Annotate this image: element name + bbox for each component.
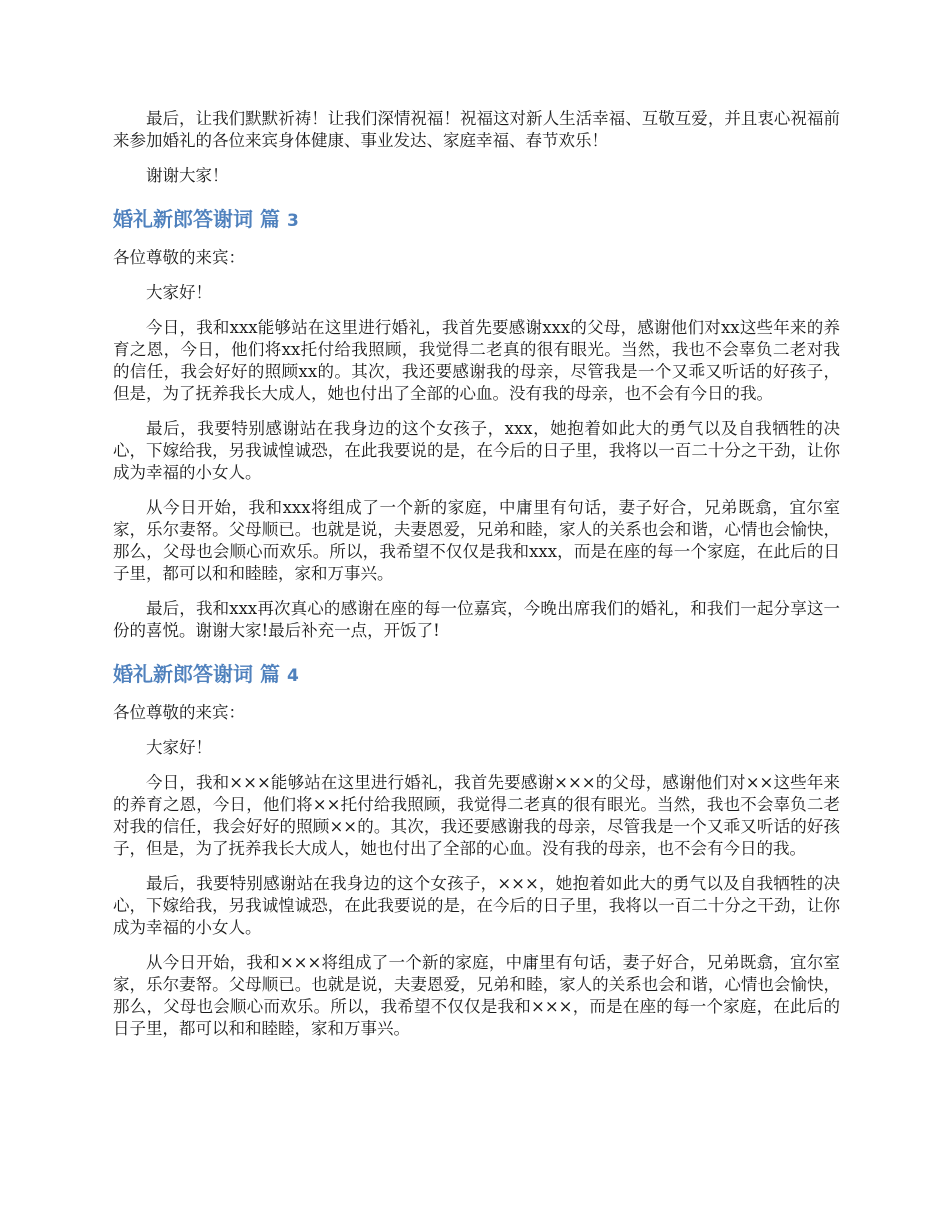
document-page [113, 108, 840, 1053]
section-3-label: 篇 [259, 207, 280, 231]
section-3-paragraph: 最后，我要特别感谢站在我身边的这个女孩子，xxx，她抱着如此大的勇气以及自我牺牲的决心，下嫁给我，另我诚惶诚恐，在此我要说的是，在今后的日子里，我将以一百二十分之干劲，让你成为幸福的小女人。 [113, 419, 840, 482]
thanks-paragraph: 谢谢大家！ [146, 166, 229, 185]
section-4-title: 婚礼新郎答谢词 [113, 662, 253, 686]
section-3-paragraph: 最后，我和xxx再次真心的感谢在座的每一位嘉宾，今晚出席我们的婚礼，和我们一起分享这一份的喜悦。谢谢大家!最后补充一点，开饭了! [113, 599, 840, 640]
section-4-heading [113, 662, 840, 688]
section-3-heading [113, 207, 840, 233]
section-3-greeting: 大家好！ [146, 283, 212, 302]
section-4-greeting: 大家好！ [146, 738, 212, 757]
section-4-paragraph: 最后，我要特别感谢站在我身边的这个女孩子，×××，她抱着如此大的勇气以及自我牺牲的决心，下嫁给我，另我诚惶诚恐，在此我要说的是，在今后的日子里，我将以一百二十分之干劲，让你成为幸福的小女人。 [113, 874, 840, 937]
section-3-salutation: 各位尊敬的来宾： [113, 248, 245, 267]
section-4-salutation: 各位尊敬的来宾： [113, 703, 245, 722]
section-3-number: 3 [286, 211, 299, 231]
section-4-number: 4 [286, 666, 299, 686]
section-4-paragraph: 今日，我和×××能够站在这里进行婚礼，我首先要感谢×××的父母，感谢他们对××这些年来的养育之恩，今日，他们将××托付给我照顾，我觉得二老真的很有眼光。当然，我也不会辜负二老对我的信任，我会好好的照顾××的。其次，我还要感谢我的母亲，尽管我是一个又乖又听话的好孩子，但是，为了抚养我长大成人，她也付出了全部的心血。没有我的母亲，也不会有今日的我。 [113, 773, 840, 858]
closing-blessing-paragraph: 最后，让我们默默祈祷！让我们深情祝福！祝福这对新人生活幸福、互敬互爱，并且衷心祝福前来参加婚礼的各位来宾身体健康、事业发达、家庭幸福、春节欢乐！ [113, 109, 840, 150]
section-4-paragraph: 从今日开始，我和×××将组成了一个新的家庭，中庸里有句话，妻子好合，兄弟既翕，宜尔室家，乐尔妻帑。父母顺已。也就是说，夫妻恩爱，兄弟和睦，家人的关系也会和谐，心情也会愉快，那么，父母也会顺心而欢乐。所以，我希望不仅仅是我和×××，而是在座的每一个家庭，在此后的日子里，都可以和和睦睦，家和万事兴。 [113, 953, 840, 1038]
section-4-label: 篇 [259, 662, 280, 686]
section-3-title: 婚礼新郎答谢词 [113, 207, 253, 231]
section-3-paragraph: 从今日开始，我和xxx将组成了一个新的家庭，中庸里有句话，妻子好合，兄弟既翕，宜尔室家，乐尔妻帑。父母顺已。也就是说，夫妻恩爱，兄弟和睦，家人的关系也会和谐，心情也会愉快，那么，父母也会顺心而欢乐。所以，我希望不仅仅是我和xxx，而是在座的每一个家庭，在此后的日子里，都可以和和睦睦，家和万事兴。 [113, 498, 840, 583]
section-3-paragraph: 今日，我和xxx能够站在这里进行婚礼，我首先要感谢xxx的父母，感谢他们对xx这些年来的养育之恩，今日，他们将xx托付给我照顾，我觉得二老真的很有眼光。当然，我也不会辜负二老对我的信任，我会好好的照顾xx的。其次，我还要感谢我的母亲，尽管我是一个又乖又听话的好孩子，但是，为了抚养我长大成人，她也付出了全部的心血。没有我的母亲，也不会有今日的我。 [113, 318, 840, 403]
